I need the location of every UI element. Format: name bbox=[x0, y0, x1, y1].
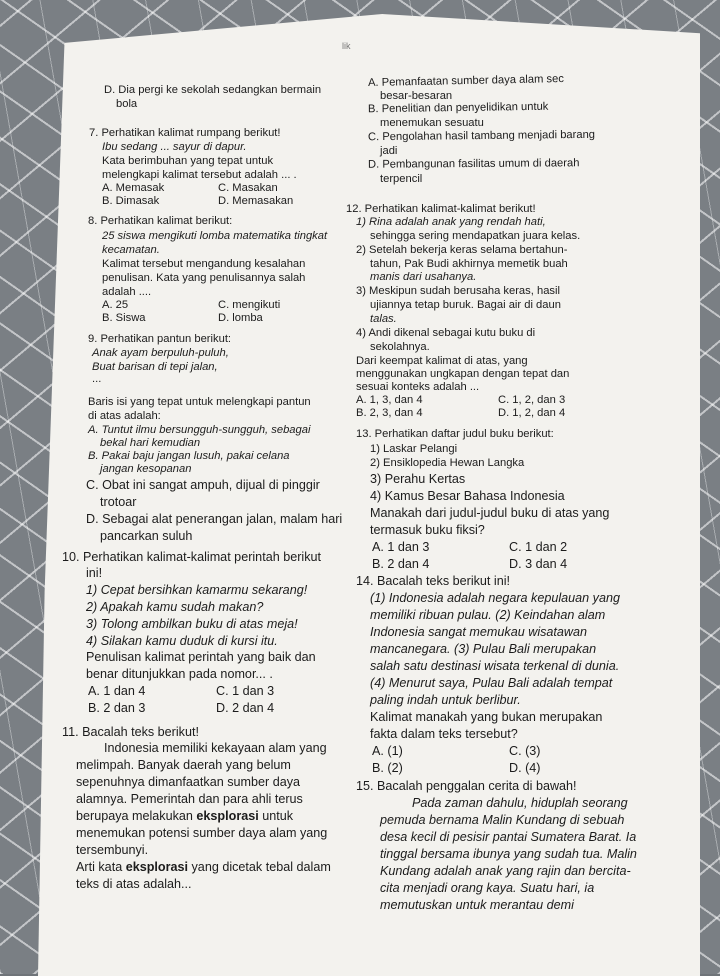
q7-line2: melengkapi kalimat tersebut adalah ... . bbox=[102, 169, 297, 181]
q13-item-2: 2) Ensiklopedia Hewan Langka bbox=[370, 457, 525, 469]
q9-line1: Baris isi yang tepat untuk melengkapi pantun bbox=[88, 396, 311, 408]
q13-option-b: B. 2 dan 4 bbox=[372, 557, 430, 571]
q10-stem-cont: ini! bbox=[86, 566, 103, 580]
q7-quote: Ibu sedang ... sayur di dapur. bbox=[102, 141, 247, 153]
q7-stem: 7. Perhatikan kalimat rumpang berikut! bbox=[89, 127, 281, 139]
q9-option-a-cont: bekal hari kemudian bbox=[100, 437, 201, 449]
q14-line-6: (4) Menurut saya, Pulau Bali adalah tempat bbox=[370, 676, 613, 690]
q9-option-c-cont: trotoar bbox=[100, 495, 137, 509]
q12-line-3: 2) Setelah bekerja keras selama bertahun- bbox=[356, 244, 568, 256]
q9-option-d-cont: pancarkan suluh bbox=[100, 529, 193, 543]
q14-stem: 14. Bacalah teks berikut ini! bbox=[356, 574, 511, 588]
q8-option-a: A. 25 bbox=[102, 299, 129, 311]
q15-line-6: cita menjadi orang kaya. Suatu hari, ia bbox=[380, 881, 595, 895]
q11-line-2: melimpah. Banyak daerah yang belum bbox=[76, 758, 291, 772]
q8-option-c: C. mengikuti bbox=[218, 299, 281, 311]
q9-pantun-2: Buat barisan di tepi jalan, bbox=[92, 361, 218, 373]
q11-option-d: D. Pembangunan fasilitas umum di daerah bbox=[367, 157, 580, 171]
q12-line-6: 3) Meskipun sudah berusaha keras, hasil bbox=[356, 285, 560, 297]
q13-item-3: 3) Perahu Kertas bbox=[370, 472, 466, 486]
q9-pantun-1: Anak ayam berpuluh-puluh, bbox=[92, 347, 229, 359]
q8-option-d: D. lomba bbox=[218, 312, 263, 324]
q14-option-c: C. (3) bbox=[509, 744, 541, 758]
q12-line-8: talas. bbox=[370, 313, 397, 325]
q10-option-d: D. 2 dan 4 bbox=[216, 701, 275, 715]
q12-stem: 12. Perhatikan kalimat-kalimat berikut! bbox=[346, 203, 536, 215]
q12-option-a: A. 1, 3, dan 4 bbox=[356, 394, 423, 406]
q14-line1: Kalimat manakah yang bukan merupakan bbox=[370, 710, 603, 724]
q11-line-9: teks di atas adalah... bbox=[76, 877, 192, 891]
q12-line-10: sekolahnya. bbox=[370, 341, 430, 353]
q8-quote1: 25 siswa mengikuti lomba matematika tingkat bbox=[102, 230, 328, 242]
q11-line-8: Arti kata eksplorasi yang dicetak tebal dalam bbox=[76, 860, 331, 874]
q11-option-d-cont: terpencil bbox=[380, 173, 423, 185]
q8-quote2: kecamatan. bbox=[102, 244, 160, 256]
q9-option-c: C. Obat ini sangat ampuh, dijual di pinggir bbox=[86, 478, 320, 492]
q11-option-b: B. Penelitian dan penyelidikan untuk bbox=[367, 100, 549, 116]
q6-option-d-cont: bola bbox=[116, 98, 138, 110]
q10-stem: 10. Perhatikan kalimat-kalimat perintah berikut bbox=[62, 550, 321, 564]
q12-line-13: sesuai konteks adalah ... bbox=[356, 381, 480, 393]
q12-line-5: manis dari usahanya. bbox=[370, 271, 477, 283]
q11-option-c: C. Pengolahan hasil tambang menjadi barang bbox=[367, 128, 596, 144]
q14-line-3: Indonesia sangat memukau wisatawan bbox=[370, 625, 588, 639]
q9-option-b-cont: jangan kesopanan bbox=[100, 463, 192, 475]
q14-line-1: (1) Indonesia adalah negara kepulauan yang bbox=[370, 591, 620, 605]
q13-option-a: A. 1 dan 3 bbox=[372, 540, 430, 554]
q12-option-c: C. 1, 2, dan 3 bbox=[498, 394, 566, 406]
q7-option-a: A. Memasak bbox=[102, 182, 165, 194]
q11-line-1: Indonesia memiliki kekayaan alam yang bbox=[104, 741, 327, 755]
q15-line-3: desa kecil di pesisir pantai Sumatera Barat. Ia bbox=[380, 830, 637, 844]
q14-line-5: salah satu destinasi wisata terkenal di dunia. bbox=[370, 659, 620, 673]
q13-stem: 13. Perhatikan daftar judul buku berikut: bbox=[356, 428, 554, 440]
q11-option-b-cont: menemukan sesuatu bbox=[380, 117, 484, 129]
q10-item-2: 2) Apakah kamu sudah makan? bbox=[86, 600, 264, 614]
q7-option-d: D. Memasakan bbox=[218, 195, 294, 207]
q13-option-c: C. 1 dan 2 bbox=[509, 540, 568, 554]
q10-item-4: 4) Silakan kamu duduk di kursi itu. bbox=[86, 634, 278, 648]
q8-line3: adalah .... bbox=[102, 286, 152, 298]
q14-option-b: B. (2) bbox=[372, 761, 403, 775]
q9-option-b: B. Pakai baju jangan lusuh, pakai celana bbox=[88, 450, 290, 462]
q11-line-7: tersembunyi. bbox=[76, 843, 149, 857]
q15-line-5: Kundang adalah anak yang rajin dan bercita- bbox=[380, 864, 631, 878]
q12-option-b: B. 2, 3, dan 4 bbox=[356, 407, 423, 419]
q11-stem: 11. Bacalah teks berikut! bbox=[62, 725, 199, 739]
q14-line-4: mancanegara. (3) Pulau Bali merupakan bbox=[370, 642, 597, 656]
q12-line-7: ujiannya tetap buruk. Bagai air di daun bbox=[370, 299, 561, 311]
q8-stem: 8. Perhatikan kalimat berikut: bbox=[88, 215, 233, 227]
q12-line-2: sehingga sering mendapatkan juara kelas. bbox=[370, 230, 581, 242]
q12-line-1: 1) Rina adalah anak yang rendah hati, bbox=[356, 216, 546, 228]
q11-option-a: A. Pemanfaatan sumber daya alam sec bbox=[367, 72, 564, 90]
q10-option-c: C. 1 dan 3 bbox=[216, 684, 275, 698]
q11-option-c-cont: jadi bbox=[380, 145, 398, 157]
q10-item-1: 1) Cepat bersihkan kamarmu sekarang! bbox=[86, 583, 308, 597]
q9-line2: di atas adalah: bbox=[88, 410, 161, 422]
q13-option-d: D. 3 dan 4 bbox=[509, 557, 568, 571]
q11-line-5: berupaya melakukan eksplorasi untuk bbox=[76, 809, 294, 823]
q15-line-1: Pada zaman dahulu, hiduplah seorang bbox=[412, 796, 628, 810]
q12-line-12: menggunakan ungkapan dengan tepat dan bbox=[356, 368, 570, 380]
q14-line-2: memiliki ribuan pulau. (2) Keindahan alam bbox=[370, 608, 606, 622]
q12-line-9: 4) Andi dikenal sebagai kutu buku di bbox=[356, 327, 536, 339]
q12-option-d: D. 1, 2, dan 4 bbox=[498, 407, 566, 419]
q14-line-7: paling indah untuk berlibur. bbox=[370, 693, 521, 707]
q13-item-1: 1) Laskar Pelangi bbox=[370, 443, 458, 455]
header-fragment: lik bbox=[342, 41, 351, 51]
q13-line2: termasuk buku fiksi? bbox=[370, 523, 485, 537]
q8-line1: Kalimat tersebut mengandung kesalahan bbox=[102, 258, 306, 270]
q11-line-3: sepenuhnya dimanfaatkan sumber daya bbox=[76, 775, 301, 789]
q15-line-4: tinggal bersama ibunya yang sudah tua. Malin bbox=[380, 847, 637, 861]
q9-pantun-3: ... bbox=[92, 373, 102, 385]
q12-line-11: Dari keempat kalimat di atas, yang bbox=[356, 355, 528, 367]
q10-line1: Penulisan kalimat perintah yang baik dan bbox=[86, 650, 316, 664]
q9-option-d: D. Sebagai alat penerangan jalan, malam hari bbox=[86, 512, 343, 526]
q10-line2: benar ditunjukkan pada nomor... . bbox=[86, 667, 273, 681]
q7-option-c: C. Masakan bbox=[218, 182, 278, 194]
q10-option-b: B. 2 dan 3 bbox=[88, 701, 146, 715]
q11-line-6: menemukan potensi sumber daya alam yang bbox=[76, 826, 328, 840]
q11-line-4: alamnya. Pemerintah dan para ahli terus bbox=[76, 792, 303, 806]
q14-option-d: D. (4) bbox=[509, 761, 541, 775]
q7-line1: Kata berimbuhan yang tepat untuk bbox=[102, 155, 274, 167]
q11-option-a-cont: besar-besaran bbox=[380, 90, 453, 102]
q15-line-7: memutuskan untuk merantau demi bbox=[380, 898, 574, 912]
q9-stem: 9. Perhatikan pantun berikut: bbox=[88, 333, 232, 345]
q10-item-3: 3) Tolong ambilkan buku di atas meja! bbox=[86, 617, 298, 631]
q13-item-4: 4) Kamus Besar Bahasa Indonesia bbox=[370, 489, 565, 503]
q8-option-b: B. Siswa bbox=[102, 312, 146, 324]
q14-option-a: A. (1) bbox=[372, 744, 403, 758]
q14-line2: fakta dalam teks tersebut? bbox=[370, 727, 518, 741]
q6-option-d: D. Dia pergi ke sekolah sedangkan bermain bbox=[104, 84, 322, 96]
q13-line1: Manakah dari judul-judul buku di atas yang bbox=[370, 506, 610, 520]
q9-option-a: A. Tuntut ilmu bersungguh-sungguh, sebagai bbox=[88, 424, 311, 436]
q15-stem: 15. Bacalah penggalan cerita di bawah! bbox=[356, 779, 577, 793]
q10-option-a: A. 1 dan 4 bbox=[88, 684, 146, 698]
q12-line-4: tahun, Pak Budi akhirnya memetik buah bbox=[370, 258, 568, 270]
q7-option-b: B. Dimasak bbox=[102, 195, 160, 207]
q15-line-2: pemuda bernama Malin Kundang di sebuah bbox=[380, 813, 625, 827]
q8-line2: penulisan. Kata yang penulisannya salah bbox=[102, 272, 306, 284]
